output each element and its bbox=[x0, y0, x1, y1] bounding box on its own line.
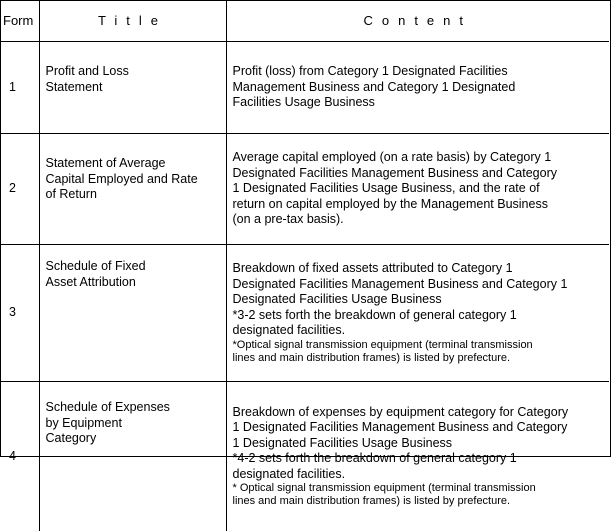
table-row bbox=[0, 382, 609, 531]
form-title-line: Schedule of Expenses bbox=[46, 400, 226, 416]
table-row bbox=[0, 134, 609, 245]
form-title-line: Capital Employed and Rate bbox=[46, 172, 226, 188]
form-title bbox=[39, 382, 226, 531]
form-title-line: Statement of Average bbox=[46, 156, 226, 172]
form-content-line: designated facilities. bbox=[233, 467, 606, 483]
form-content-line: *4-2 sets forth the breakdown of general category 1 bbox=[233, 451, 606, 467]
header-title: Title bbox=[39, 0, 226, 42]
form-content-line: Breakdown of fixed assets attributed to Category 1 bbox=[233, 261, 606, 277]
form-content-note: lines and main distribution frames) is listed by prefecture. bbox=[233, 495, 606, 508]
form-title-line: Profit and Loss bbox=[46, 64, 226, 80]
form-title-line: Statement bbox=[46, 80, 226, 96]
form-content bbox=[226, 382, 609, 531]
form-content-line: Management Business and Category 1 Designated bbox=[233, 80, 606, 96]
form-content-line: return on capital employed by the Management Business bbox=[233, 197, 606, 213]
form-content-line: (on a pre-tax basis). bbox=[233, 212, 606, 228]
form-content bbox=[226, 134, 609, 245]
form-title-line: by Equipment bbox=[46, 416, 226, 432]
form-content bbox=[226, 245, 609, 382]
form-content-line: Facilities Usage Business bbox=[233, 95, 606, 111]
header-form: Form bbox=[0, 0, 39, 42]
form-number: 4 bbox=[0, 382, 39, 531]
form-title bbox=[39, 134, 226, 245]
form-content-line: Profit (loss) from Category 1 Designated Facilities bbox=[233, 64, 606, 80]
form-content-note: lines and main distribution frames) is listed by prefecture. bbox=[233, 352, 606, 365]
form-content-line: Designated Facilities Management Business and Category bbox=[233, 166, 606, 182]
table-row bbox=[0, 245, 609, 382]
form-content-line: 1 Designated Facilities Management Business and Category bbox=[233, 420, 606, 436]
form-content-line: 1 Designated Facilities Usage Business bbox=[233, 436, 606, 452]
form-content bbox=[226, 42, 609, 134]
form-title-line: of Return bbox=[46, 187, 226, 203]
header-content: Content bbox=[226, 0, 609, 42]
form-title-line: Asset Attribution bbox=[46, 275, 226, 291]
form-content-note: * Optical signal transmission equipment (terminal transmission bbox=[233, 482, 606, 495]
form-content-line: Breakdown of expenses by equipment category for Category bbox=[233, 405, 606, 421]
form-title bbox=[39, 245, 226, 382]
header-row bbox=[0, 0, 609, 42]
table-row bbox=[0, 42, 609, 134]
form-content-line: Designated Facilities Usage Business bbox=[233, 292, 606, 308]
form-content-line: *3-2 sets forth the breakdown of general category 1 bbox=[233, 308, 606, 324]
form-content-line: 1 Designated Facilities Usage Business, and the rate of bbox=[233, 181, 606, 197]
form-number: 1 bbox=[0, 42, 39, 134]
form-content-note: *Optical signal transmission equipment (terminal transmission bbox=[233, 339, 606, 352]
form-title-line: Category bbox=[46, 431, 226, 447]
form-content-line: Average capital employed (on a rate basis) by Category 1 bbox=[233, 150, 606, 166]
form-number: 3 bbox=[0, 245, 39, 382]
form-content-line: designated facilities. bbox=[233, 323, 606, 339]
form-title-line: Schedule of Fixed bbox=[46, 259, 226, 275]
form-number: 2 bbox=[0, 134, 39, 245]
form-content-line: Designated Facilities Management Business and Category 1 bbox=[233, 277, 606, 293]
form-title bbox=[39, 42, 226, 134]
